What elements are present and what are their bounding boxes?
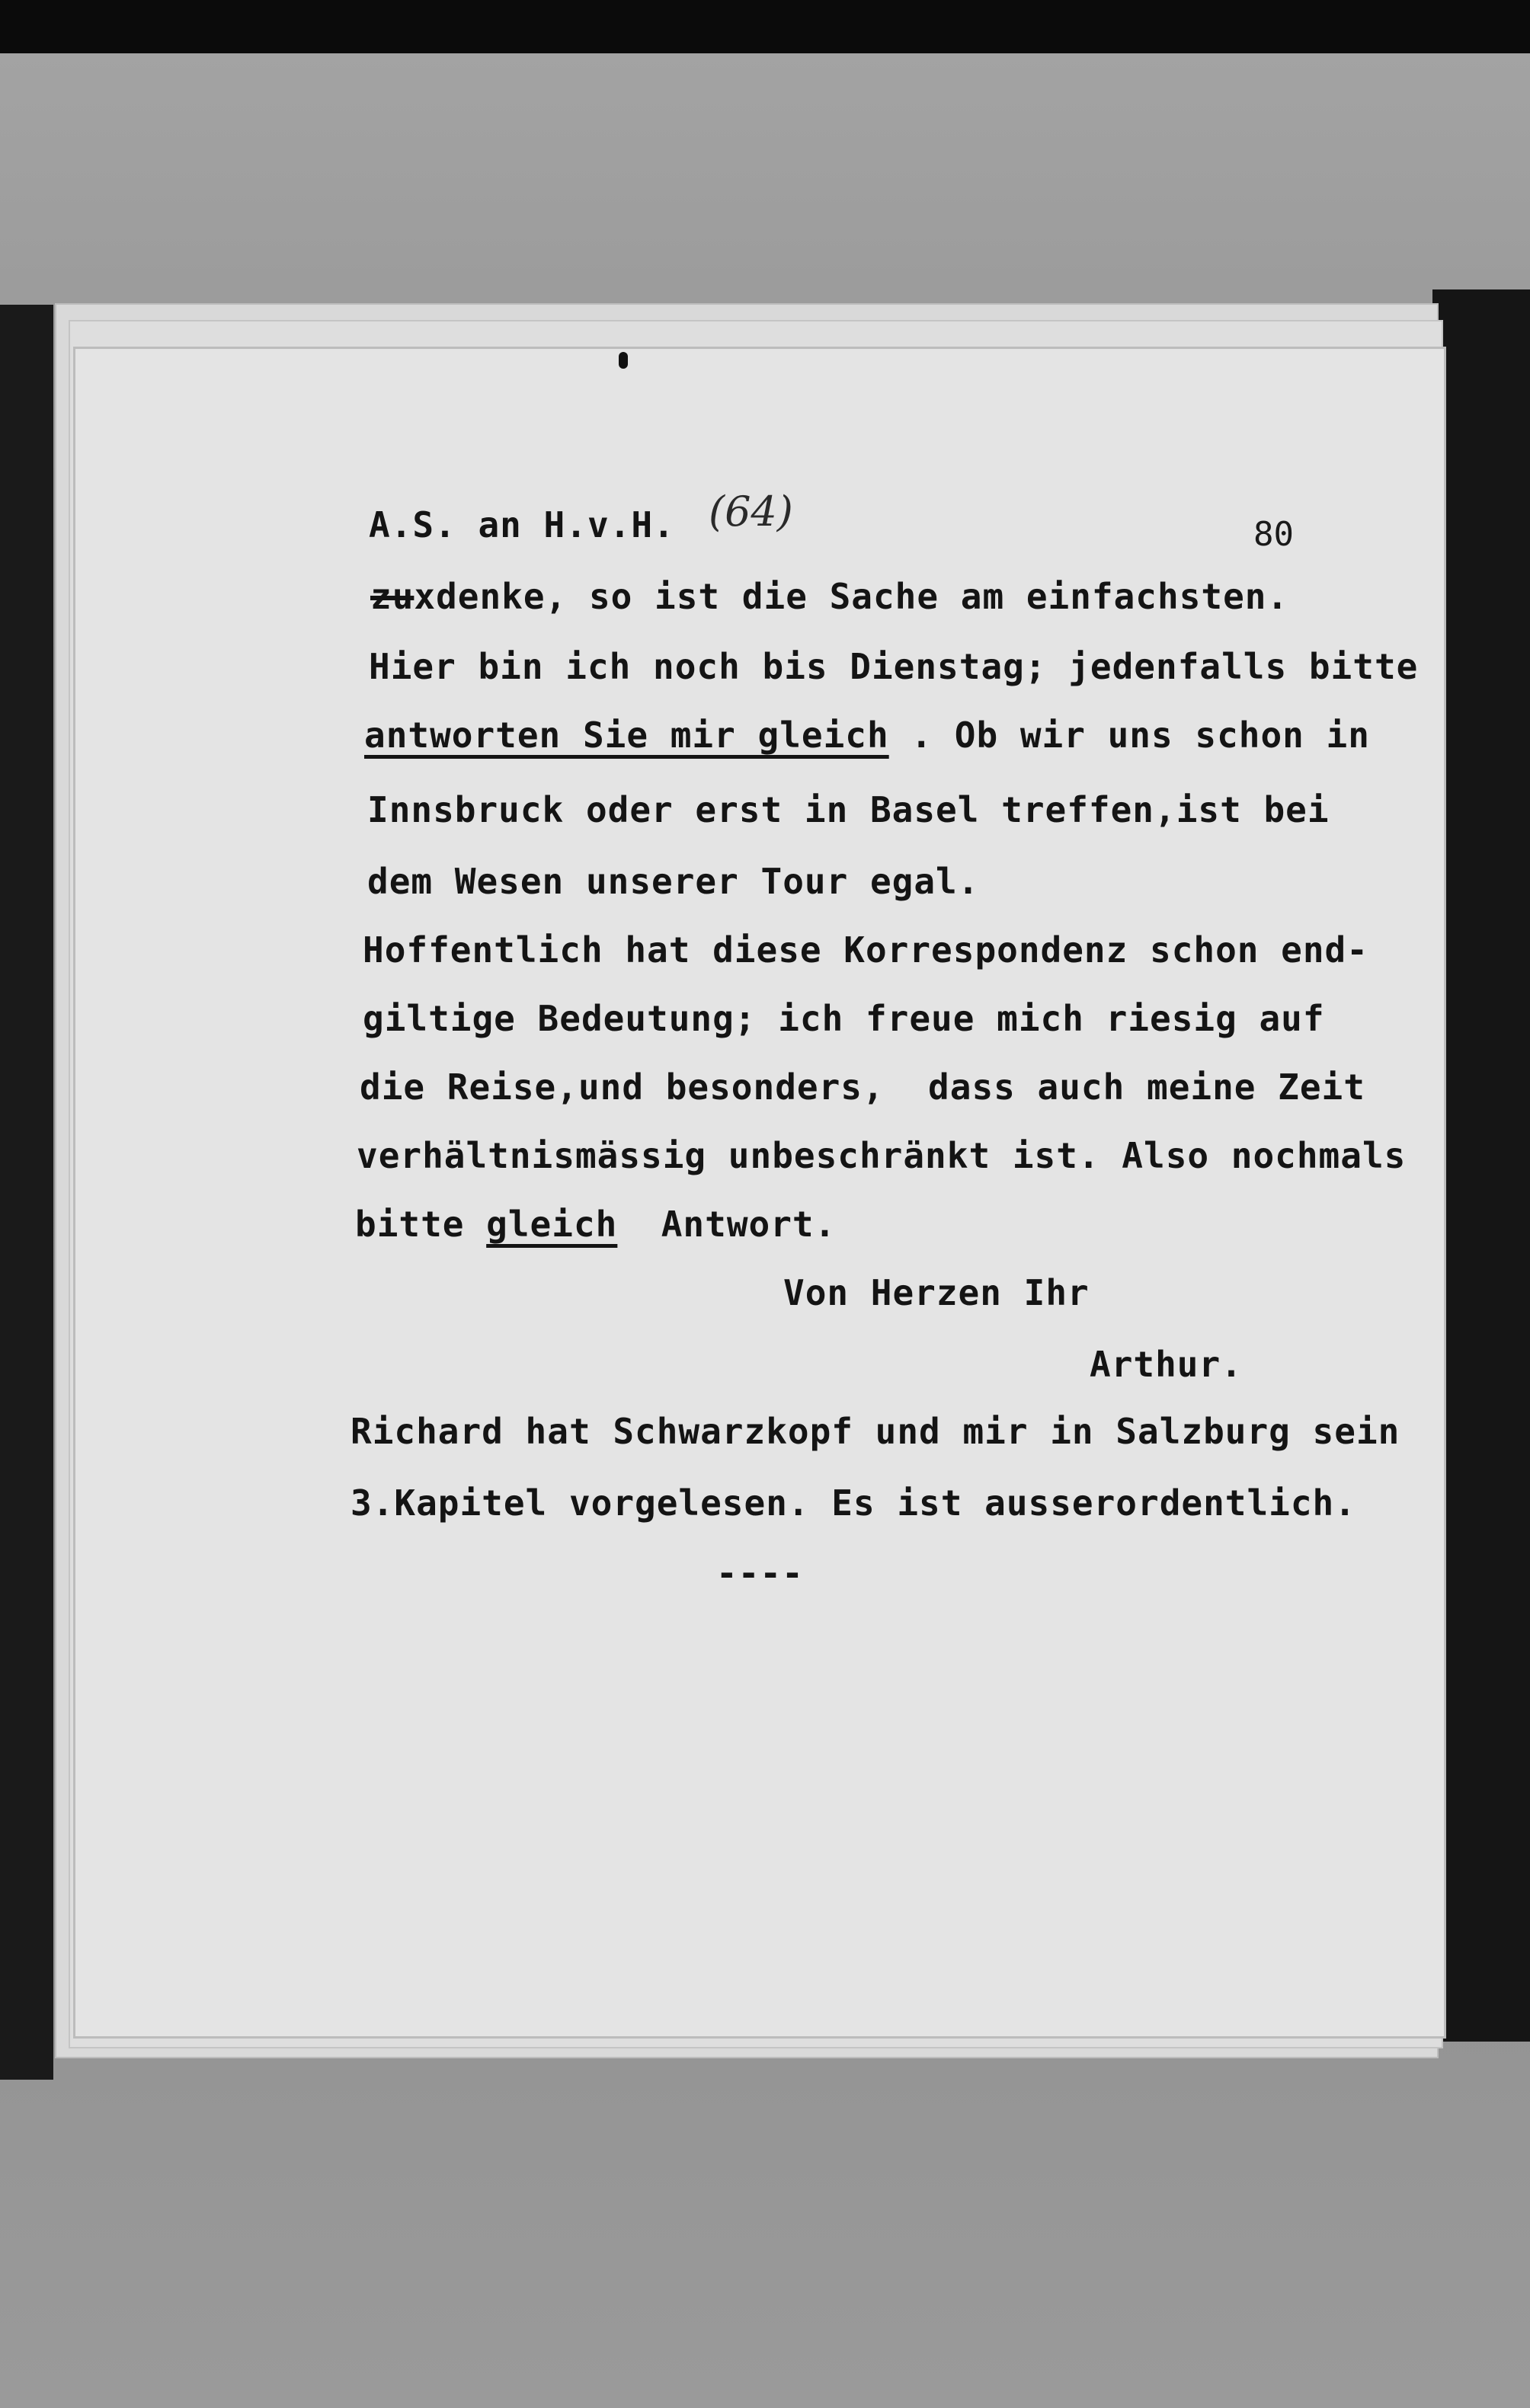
postscript-line-2: 3.Kapitel vorgelesen. Es ist ausserordentlich. <box>350 1482 1356 1524</box>
right-shadow <box>1432 289 1530 2042</box>
text-line-10-end: Antwort. <box>617 1204 837 1245</box>
page-number: 80 <box>1253 515 1294 554</box>
text-line-2: Hier bin ich noch bis Dienstag; jedenfalls bitte <box>369 646 1419 687</box>
text-line-3-rest: . Ob wir uns schon in <box>888 715 1370 756</box>
text-line-10 <box>355 1204 836 1245</box>
underlined-phrase: antworten Sie mir gleich <box>364 715 889 756</box>
pin-mark <box>619 352 628 369</box>
text-line-8: die Reise,und besonders, dass auch meine Zeit <box>360 1066 1365 1108</box>
end-mark: ---- <box>716 1553 804 1594</box>
text-line-1-rest: xdenke, so ist die Sache am einfachsten. <box>414 576 1289 617</box>
signature: Arthur. <box>1090 1344 1243 1385</box>
scan-top-edge <box>0 0 1530 61</box>
text-line-4: Innsbruck oder erst in Basel treffen,ist bei <box>367 789 1330 830</box>
text-line-7: giltige Bedeutung; ich freue mich riesig auf <box>363 998 1325 1039</box>
postscript-line-1: Richard hat Schwarzkopf und mir in Salzburg sein <box>350 1411 1400 1452</box>
letter-header: A.S. an H.v.H. <box>369 504 675 545</box>
left-shadow <box>0 305 53 2080</box>
closing-salutation: Von Herzen Ihr <box>783 1272 1090 1313</box>
text-line-6: Hoffentlich hat diese Korrespondenz schon end- <box>363 929 1368 971</box>
text-line-5: dem Wesen unserer Tour egal. <box>367 861 980 902</box>
text-line-9: verhältnismässig unbeschränkt ist. Also nochmals <box>357 1135 1407 1176</box>
handwritten-folio-number: (64) <box>709 488 793 536</box>
text-line-3 <box>364 715 1370 756</box>
underlined-word: gleich <box>486 1204 618 1245</box>
struck-fragment: zu <box>370 576 415 617</box>
text-line-10-start: bitte <box>355 1204 487 1245</box>
text-line-1 <box>370 576 1288 617</box>
